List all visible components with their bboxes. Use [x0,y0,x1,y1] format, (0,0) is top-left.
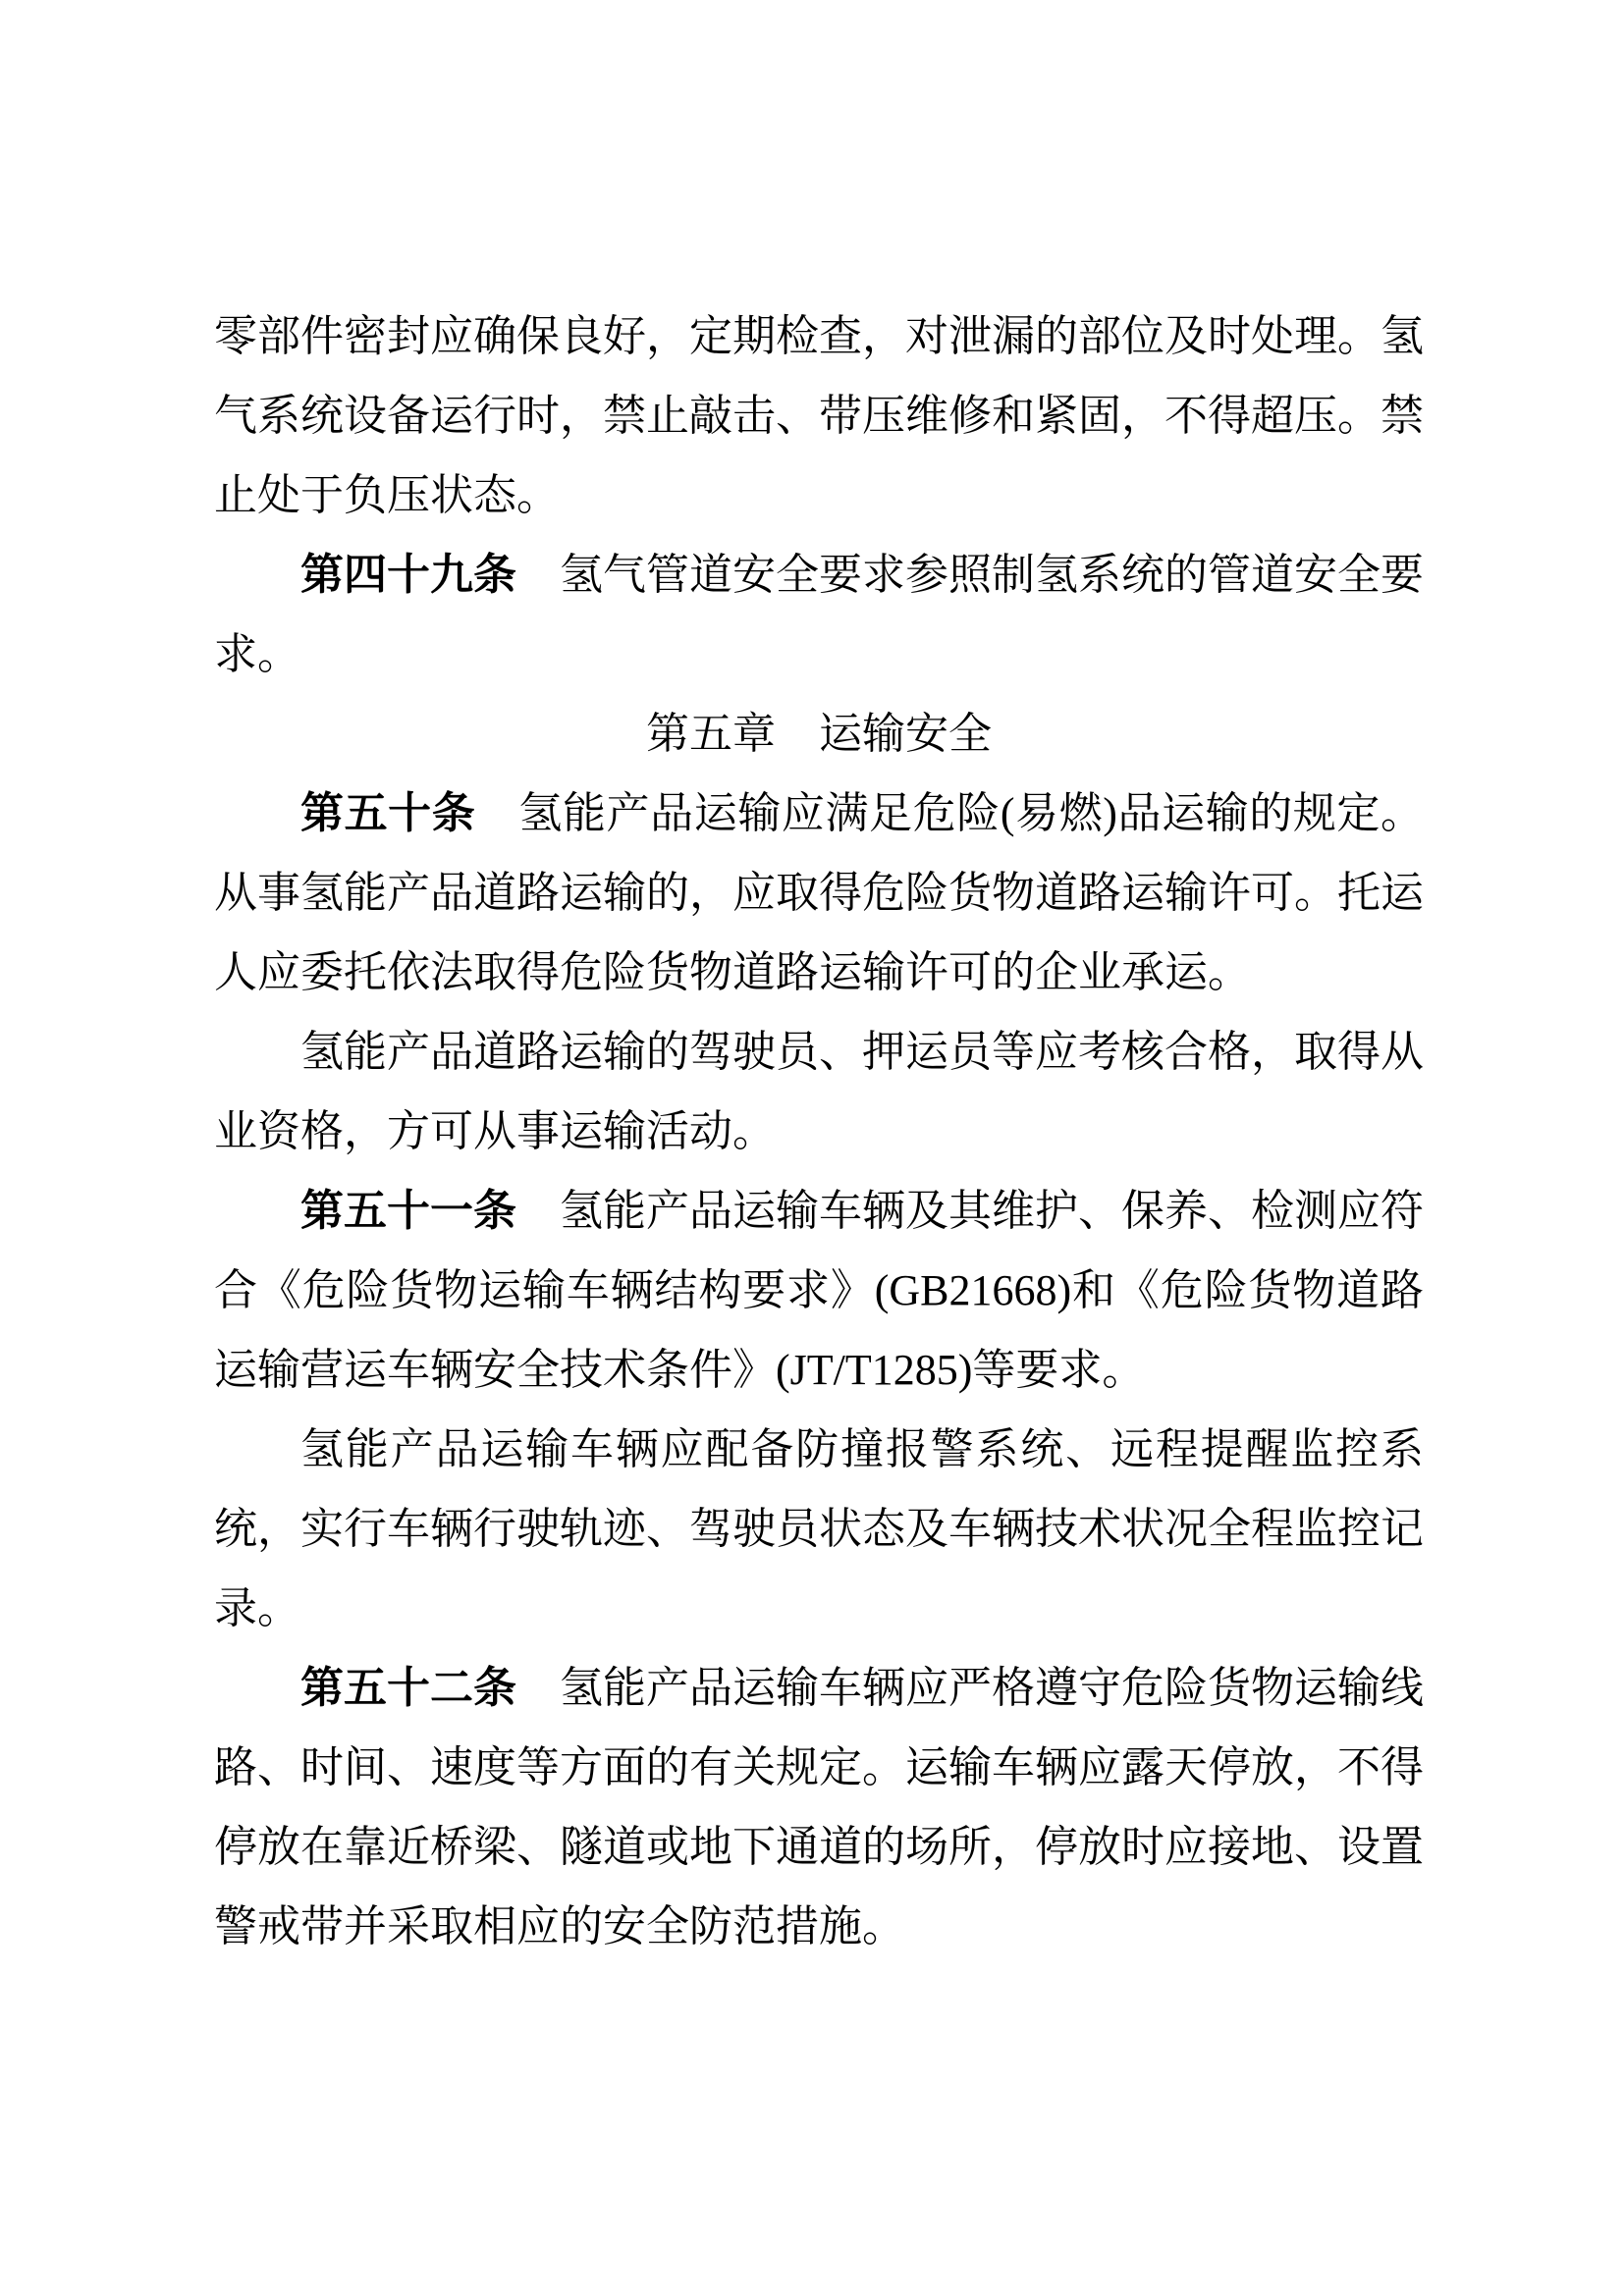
article-51-text: 氢能产品运输车辆及其维护、保养、检测应符合《危险货物运输车辆结构要求》(GB21668)和《危险货物道路运输营运车辆安全技术条件》(JT/T1285)等要求。 [214,1187,1424,1394]
article-51-label: 第五十一条 [300,1187,516,1235]
paragraph-continuation: 零部件密封应确保良好，定期检查，对泄漏的部位及时处理。氢气系统设备运行时，禁止敲击、带压维修和紧固，不得超压。禁止处于负压状态。 [214,312,1424,519]
article-52 [214,1648,1424,1966]
article-49-text: 氢气管道安全要求参照制氢系统的管道安全要求。 [214,551,1424,678]
chapter-5-heading: 第五章 运输安全 [646,710,992,758]
article-52-label: 第五十二条 [300,1664,516,1712]
article-50-label: 第五十条 [300,789,476,837]
paragraph-driver-qualification: 氢能产品道路运输的驾驶员、押运员等应考核合格，取得从业资格，方可从事运输活动。 [214,1028,1424,1155]
document-text-block [214,296,1424,1966]
article-49 [214,535,1424,694]
article-49-label: 第四十九条 [300,551,516,599]
paragraph-vehicle-monitoring: 氢能产品运输车辆应配备防撞报警系统、远程提醒监控系统，实行车辆行驶轨迹、驾驶员状态及车辆技术状况全程监控记录。 [214,1425,1424,1632]
article-51 [214,1171,1424,1410]
article-50-text: 氢能产品运输应满足危险(易燃)品运输的规定。从事氢能产品道路运输的，应取得危险货物道路运输许可。托运人应委托依法取得危险货物道路运输许可的企业承运。 [214,789,1424,996]
article-52-text: 氢能产品运输车辆应严格遵守危险货物运输线路、时间、速度等方面的有关规定。运输车辆应露天停放，不得停放在靠近桥梁、隧道或地下通道的场所，停放时应接地、设置警戒带并采取相应的安全防范措施。 [214,1664,1424,1950]
article-50 [214,774,1424,1012]
